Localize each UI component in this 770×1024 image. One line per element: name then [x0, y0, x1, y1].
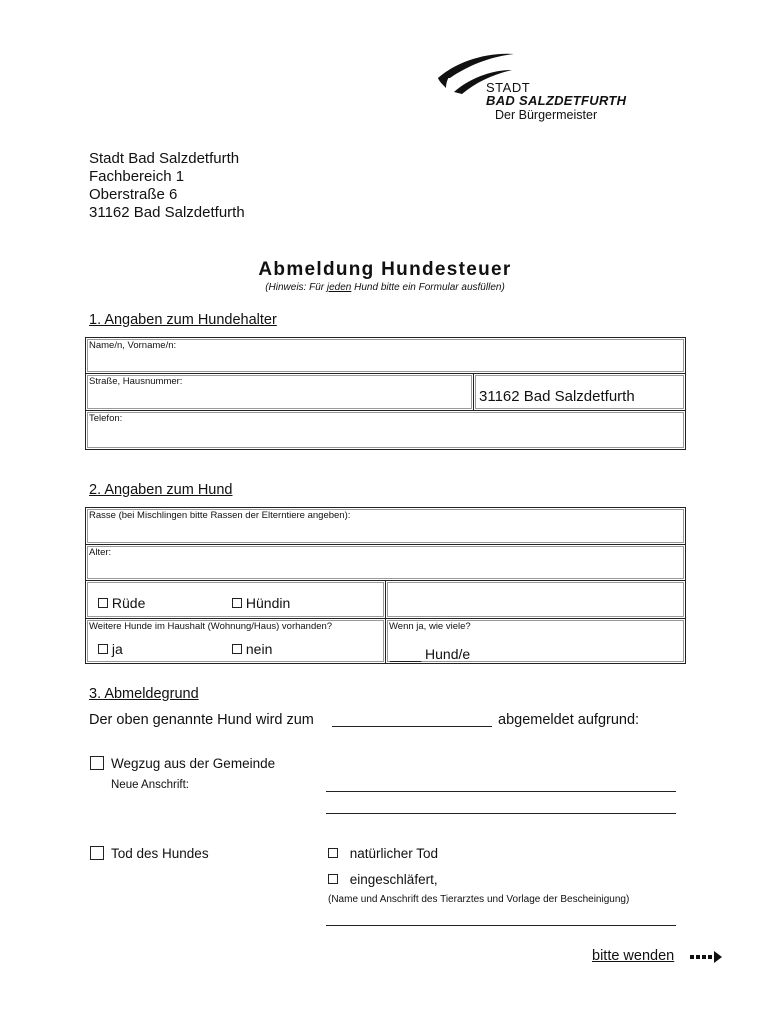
no-label: nein	[245, 641, 273, 657]
euthanized-option[interactable]	[328, 872, 438, 887]
owner-name-label: Name/n, Vorname/n:	[89, 340, 177, 351]
death-label: Tod des Hundes	[111, 846, 209, 861]
move-away-checkbox[interactable]	[90, 755, 104, 773]
natural-death-label: natürlicher Tod	[349, 846, 439, 861]
deregistration-date-line[interactable]	[332, 726, 492, 727]
yes-checkbox[interactable]	[98, 644, 108, 654]
dog-breed-field[interactable]	[85, 507, 686, 545]
owner-phone-field[interactable]	[85, 410, 686, 450]
logo-city-word: STADT	[486, 80, 531, 95]
death-checkbox[interactable]	[90, 845, 104, 863]
address-line: Fachbereich 1	[89, 168, 185, 185]
deregistration-sentence-end: abgemeldet aufgrund:	[498, 712, 640, 728]
vet-note: (Name und Anschrift des Tierarztes und Vorlage der Bescheinigung)	[328, 894, 630, 905]
male-checkbox[interactable]	[98, 598, 108, 608]
more-dogs-field	[85, 618, 386, 664]
empty-cell	[385, 580, 686, 619]
euthanized-checkbox[interactable]	[328, 874, 338, 884]
logo-mayor: Der Bürgermeister	[495, 108, 598, 122]
owner-city-field[interactable]	[473, 373, 686, 411]
owner-street-label: Straße, Hausnummer:	[89, 376, 183, 387]
hint-emphasis: jeden	[326, 282, 352, 293]
vet-info-line[interactable]	[326, 925, 676, 926]
section1-heading: 1. Angaben zum Hundehalter	[89, 312, 277, 328]
male-option[interactable]	[98, 595, 145, 611]
dog-sex-field	[85, 580, 386, 619]
recipient-address	[89, 150, 245, 222]
dog-breed-label: Rasse (bei Mischlingen bitte Rassen der Elterntiere angeben):	[89, 510, 351, 521]
hint-prefix: (Hinweis: Für	[265, 282, 327, 293]
owner-city-value: 31162 Bad Salzdetfurth	[479, 388, 635, 405]
logo-city-name: BAD SALZDETFURTH	[486, 93, 627, 108]
more-dogs-yes-option[interactable]	[98, 641, 123, 657]
dog-age-label: Alter:	[89, 547, 112, 558]
form-hint	[0, 282, 770, 293]
owner-street-field[interactable]	[85, 373, 474, 411]
dog-count-value: ____ Hund/e	[390, 646, 471, 662]
female-option[interactable]	[232, 595, 290, 611]
male-label: Rüde	[111, 595, 146, 611]
new-address-line-1[interactable]	[326, 791, 676, 792]
address-line: 31162 Bad Salzdetfurth	[89, 204, 245, 221]
owner-phone-label: Telefon:	[89, 413, 123, 424]
dog-age-field[interactable]	[85, 544, 686, 581]
arrow-right-icon	[690, 951, 722, 963]
natural-death-option[interactable]	[328, 846, 438, 861]
form-title: Abmeldung Hundesteuer	[258, 259, 512, 280]
section2-heading: 2. Angaben zum Hund	[89, 482, 233, 498]
more-dogs-label: Weitere Hunde im Haushalt (Wohnung/Haus) vorhanden?	[89, 621, 333, 632]
move-away-label: Wegzug aus der Gemeinde	[111, 756, 276, 771]
female-label: Hündin	[245, 595, 291, 611]
euthanized-label: eingeschläfert,	[349, 872, 438, 887]
dog-count-field[interactable]	[385, 618, 686, 664]
move-away-box[interactable]	[90, 756, 104, 770]
address-line: Oberstraße 6	[89, 186, 178, 203]
address-line: Stadt Bad Salzdetfurth	[89, 150, 240, 167]
hint-suffix: Hund bitte ein Formular ausfüllen)	[351, 282, 505, 293]
deregistration-sentence-start: Der oben genannte Hund wird zum	[89, 712, 314, 728]
dog-count-label: Wenn ja, wie viele?	[389, 621, 471, 632]
owner-name-field[interactable]	[85, 337, 686, 374]
section3-heading: 3. Abmeldegrund	[89, 686, 199, 702]
yes-label: ja	[111, 641, 123, 657]
death-box[interactable]	[90, 846, 104, 860]
turn-over-note: bitte wenden	[592, 948, 675, 964]
more-dogs-no-option[interactable]	[232, 641, 272, 657]
natural-death-checkbox[interactable]	[328, 848, 338, 858]
female-checkbox[interactable]	[232, 598, 242, 608]
new-address-line-2[interactable]	[326, 813, 676, 814]
no-checkbox[interactable]	[232, 644, 242, 654]
new-address-label: Neue Anschrift:	[111, 779, 189, 791]
